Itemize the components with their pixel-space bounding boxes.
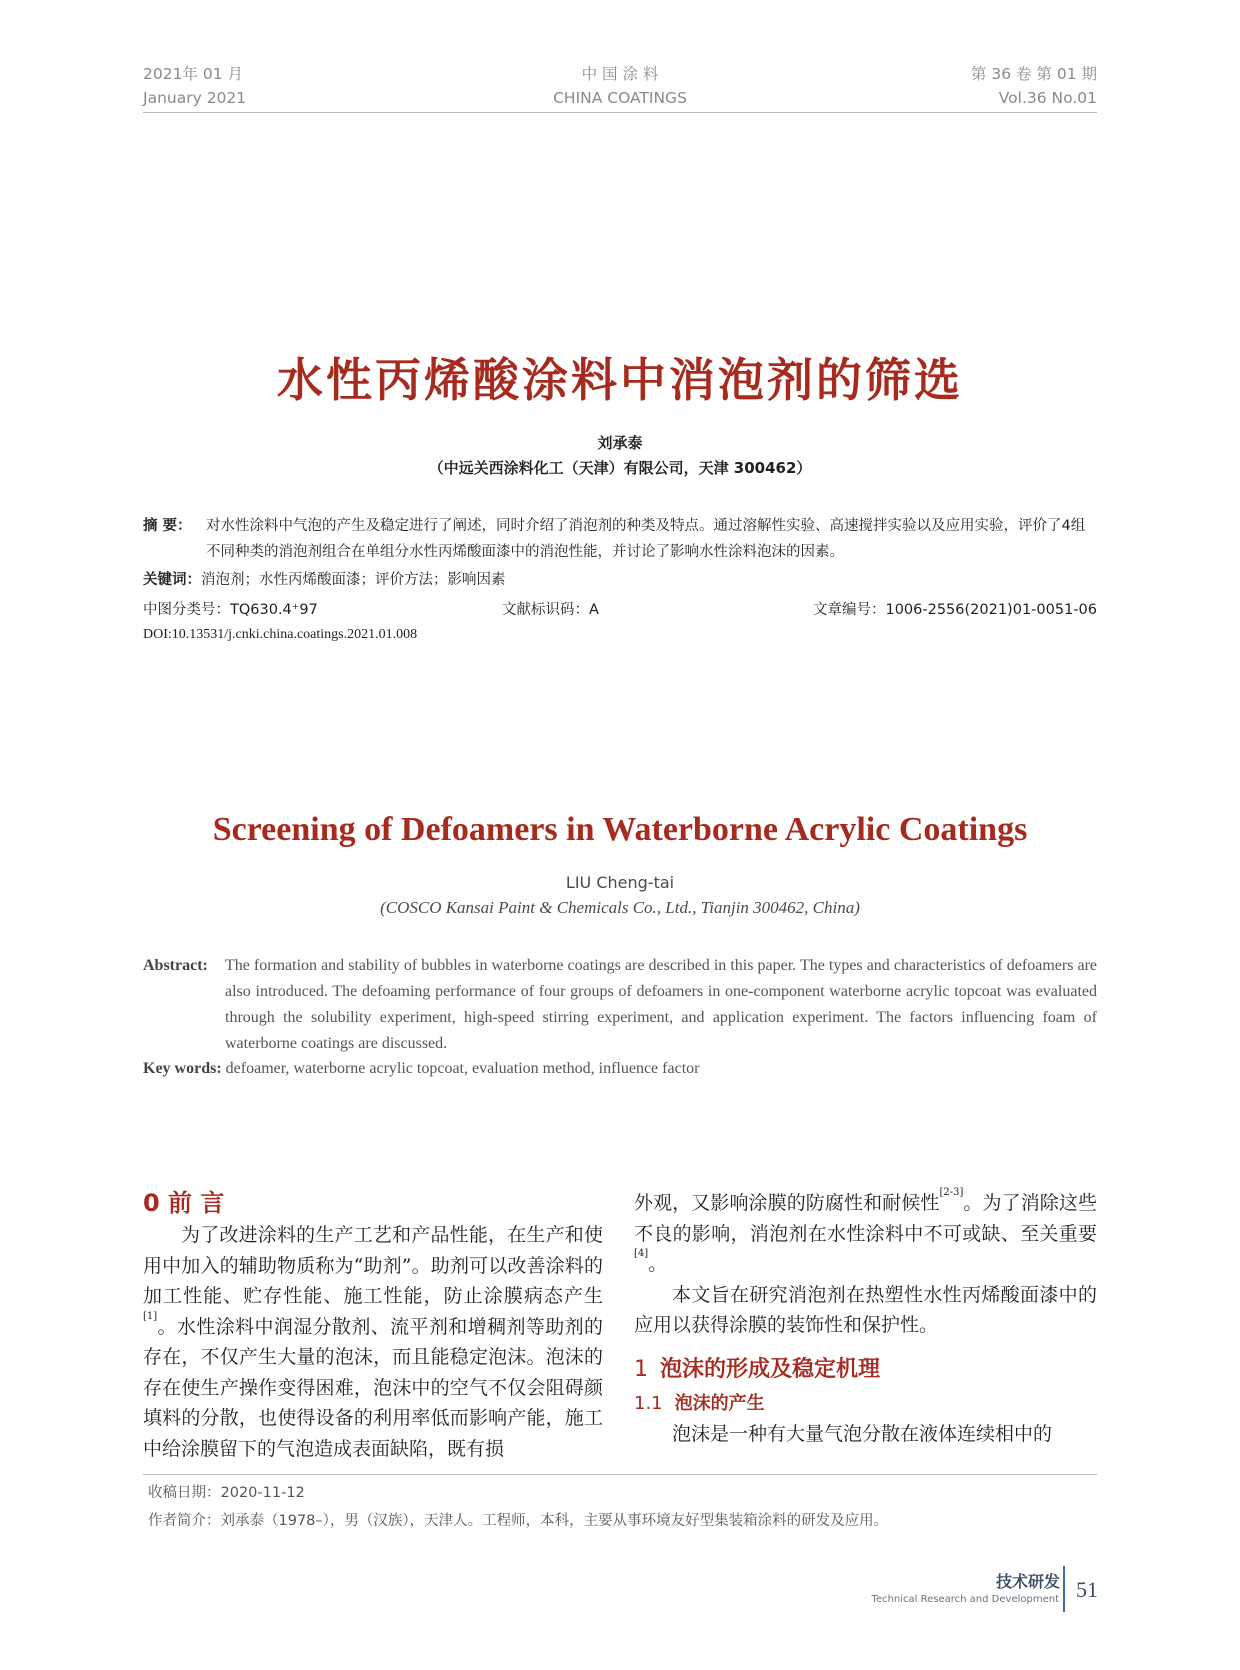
page-number: 51 <box>1076 1577 1098 1602</box>
keywords-cn <box>143 567 506 593</box>
body-paragraph-1-cont <box>634 1188 1097 1280</box>
affiliation-en: (COSCO Kansai Paint & Chemicals Co., Ltd., Tianjin 300462, China) <box>380 898 860 917</box>
abstract-cn-label: 摘 要： <box>143 518 192 534</box>
section-1-heading <box>634 1355 1097 1385</box>
body-paragraph-3: 泡沫是一种有大量气泡分散在液体连续相中的 <box>672 1422 1053 1445</box>
citation-ref[interactable]: [2-3] <box>939 1187 964 1198</box>
body-column-left <box>143 1188 603 1464</box>
header-journal-en: CHINA COATINGS <box>553 89 687 107</box>
header-issue <box>971 62 1097 110</box>
section-1-1-title: 泡沫的产生 <box>674 1392 765 1414</box>
clc-number: 中图分类号：TQ630.4⁺97 <box>143 602 318 618</box>
body-column-right <box>634 1188 1097 1449</box>
doi: DOI:10.13531/j.cnki.china.coatings.2021.01.008 <box>143 627 418 642</box>
body-text: 。水性涂料中润湿分散剂、流平剂和增稠剂等助剂的存在，不仅产生大量的泡沫，而且能稳定泡沫。泡沫的存在使生产操作变得困难，泡沫中的空气不仅会阻碍颜填料的分散，也使得设备的利用率低而影响产能，施工中给涂膜留下的气泡造成表面缺陷，既有损 <box>143 1315 603 1460</box>
section-1-number: 1 <box>634 1356 648 1382</box>
abstract-en-label: Abstract: <box>143 957 208 974</box>
keywords-cn-label: 关键词： <box>143 572 201 588</box>
keywords-en-label: Key words: <box>143 1060 222 1077</box>
article-number: 文章编号：1006-2556(2021)01-0051-06 <box>812 602 1097 618</box>
abstract-en-text: The formation and stability of bubbles in waterborne coatings are described in this paper. The types and characteristics of defoamers are also introduced. The defoaming performance of four groups of defoamers in one-component waterborne acrylic topcoat was evaluated through the solubility experiment, high-speed stirring experiment, and application experiment. The factors influencing foam of waterborne coatings are discussed. <box>225 957 1097 1052</box>
citation-ref[interactable]: [1] <box>143 1310 158 1322</box>
keywords-en-text: defoamer, waterborne acrylic topcoat, evaluation method, influence factor <box>225 1060 700 1077</box>
section-1-title: 泡沫的形成及稳定机理 <box>660 1356 881 1382</box>
section-1-1-heading <box>634 1389 1097 1419</box>
header-divider <box>143 112 1097 113</box>
abstract-en <box>143 953 1097 1057</box>
abstract-cn <box>143 513 1097 565</box>
keywords-cn-text: 消泡剂；水性丙烯酸面漆；评价方法；影响因素 <box>201 572 506 588</box>
header-issue-cn: 第 36 卷 第 01 期 <box>970 65 1097 83</box>
body-paragraph-1 <box>143 1220 603 1464</box>
section-0-heading: 0 前 言 <box>143 1189 225 1217</box>
affiliation-cn: （中远关西涂料化工（天津）有限公司，天津 300462） <box>428 459 812 477</box>
keywords-en <box>143 1060 699 1078</box>
citation-ref[interactable]: [4] <box>634 1248 649 1259</box>
paper-title-cn: 水性丙烯酸涂料中消泡剂的筛选 <box>277 353 963 407</box>
footer-divider-bar <box>1063 1566 1065 1612</box>
body-text: 外观，又影响涂膜的防腐性和耐候性 <box>634 1192 940 1214</box>
body-paragraph-2: 本文旨在研究消泡剂在热塑性水性丙烯酸面漆中的应用以获得涂膜的装饰性和保护性。 <box>634 1283 1097 1336</box>
paper-title-en: Screening of Defoamers in Waterborne Acrylic Coatings <box>212 811 1028 848</box>
footnote-divider <box>143 1474 1097 1475</box>
header-date-en: January 2021 <box>143 89 247 107</box>
section-1-1-number: 1.1 <box>634 1392 663 1414</box>
footnote-author-bio: 作者简介：刘承泰（1978–），男（汉族），天津人。工程师，本科，主要从事环境友好型集装箱涂料的研发及应用。 <box>148 1513 889 1529</box>
footer-section-cn: 技术研发 <box>995 1572 1060 1591</box>
abstract-cn-text: 对水性涂料中气泡的产生及稳定进行了阐述，同时介绍了消泡剂的种类及特点。通过溶解性实验、高速搅拌实验以及应用实验，评价了4组不同种类的消泡剂组合在单组分水性丙烯酸面漆中的消泡性能，并讨论了影响水性涂料泡沫的因素。 <box>206 518 1086 560</box>
body-text: 。为了消除这些不良的影响，消泡剂在水性涂料中不可或缺、至关重要 <box>634 1192 1097 1245</box>
header-date-cn: 2021年 01 月 <box>143 65 244 83</box>
author-cn: 刘承泰 <box>597 434 643 452</box>
footer-section-en: Technical Research and Development <box>871 1594 1059 1605</box>
body-text: 。 <box>648 1253 668 1275</box>
header-journal-cn: 中 国 涂 料 <box>581 65 659 83</box>
body-text: 为了改进涂料的生产工艺和产品性能，在生产和使用中加入的辅助物质称为“助剂”。助剂可以改善涂料的加工性能、贮存性能、施工性能，防止涂膜病态产生 <box>143 1224 603 1307</box>
author-en: LIU Cheng-tai <box>565 873 675 892</box>
header-issue-en: Vol.36 No.01 <box>998 89 1097 107</box>
document-code: 文献标识码：A <box>502 602 599 618</box>
footnote-received: 收稿日期：2020-11-12 <box>148 1485 305 1501</box>
